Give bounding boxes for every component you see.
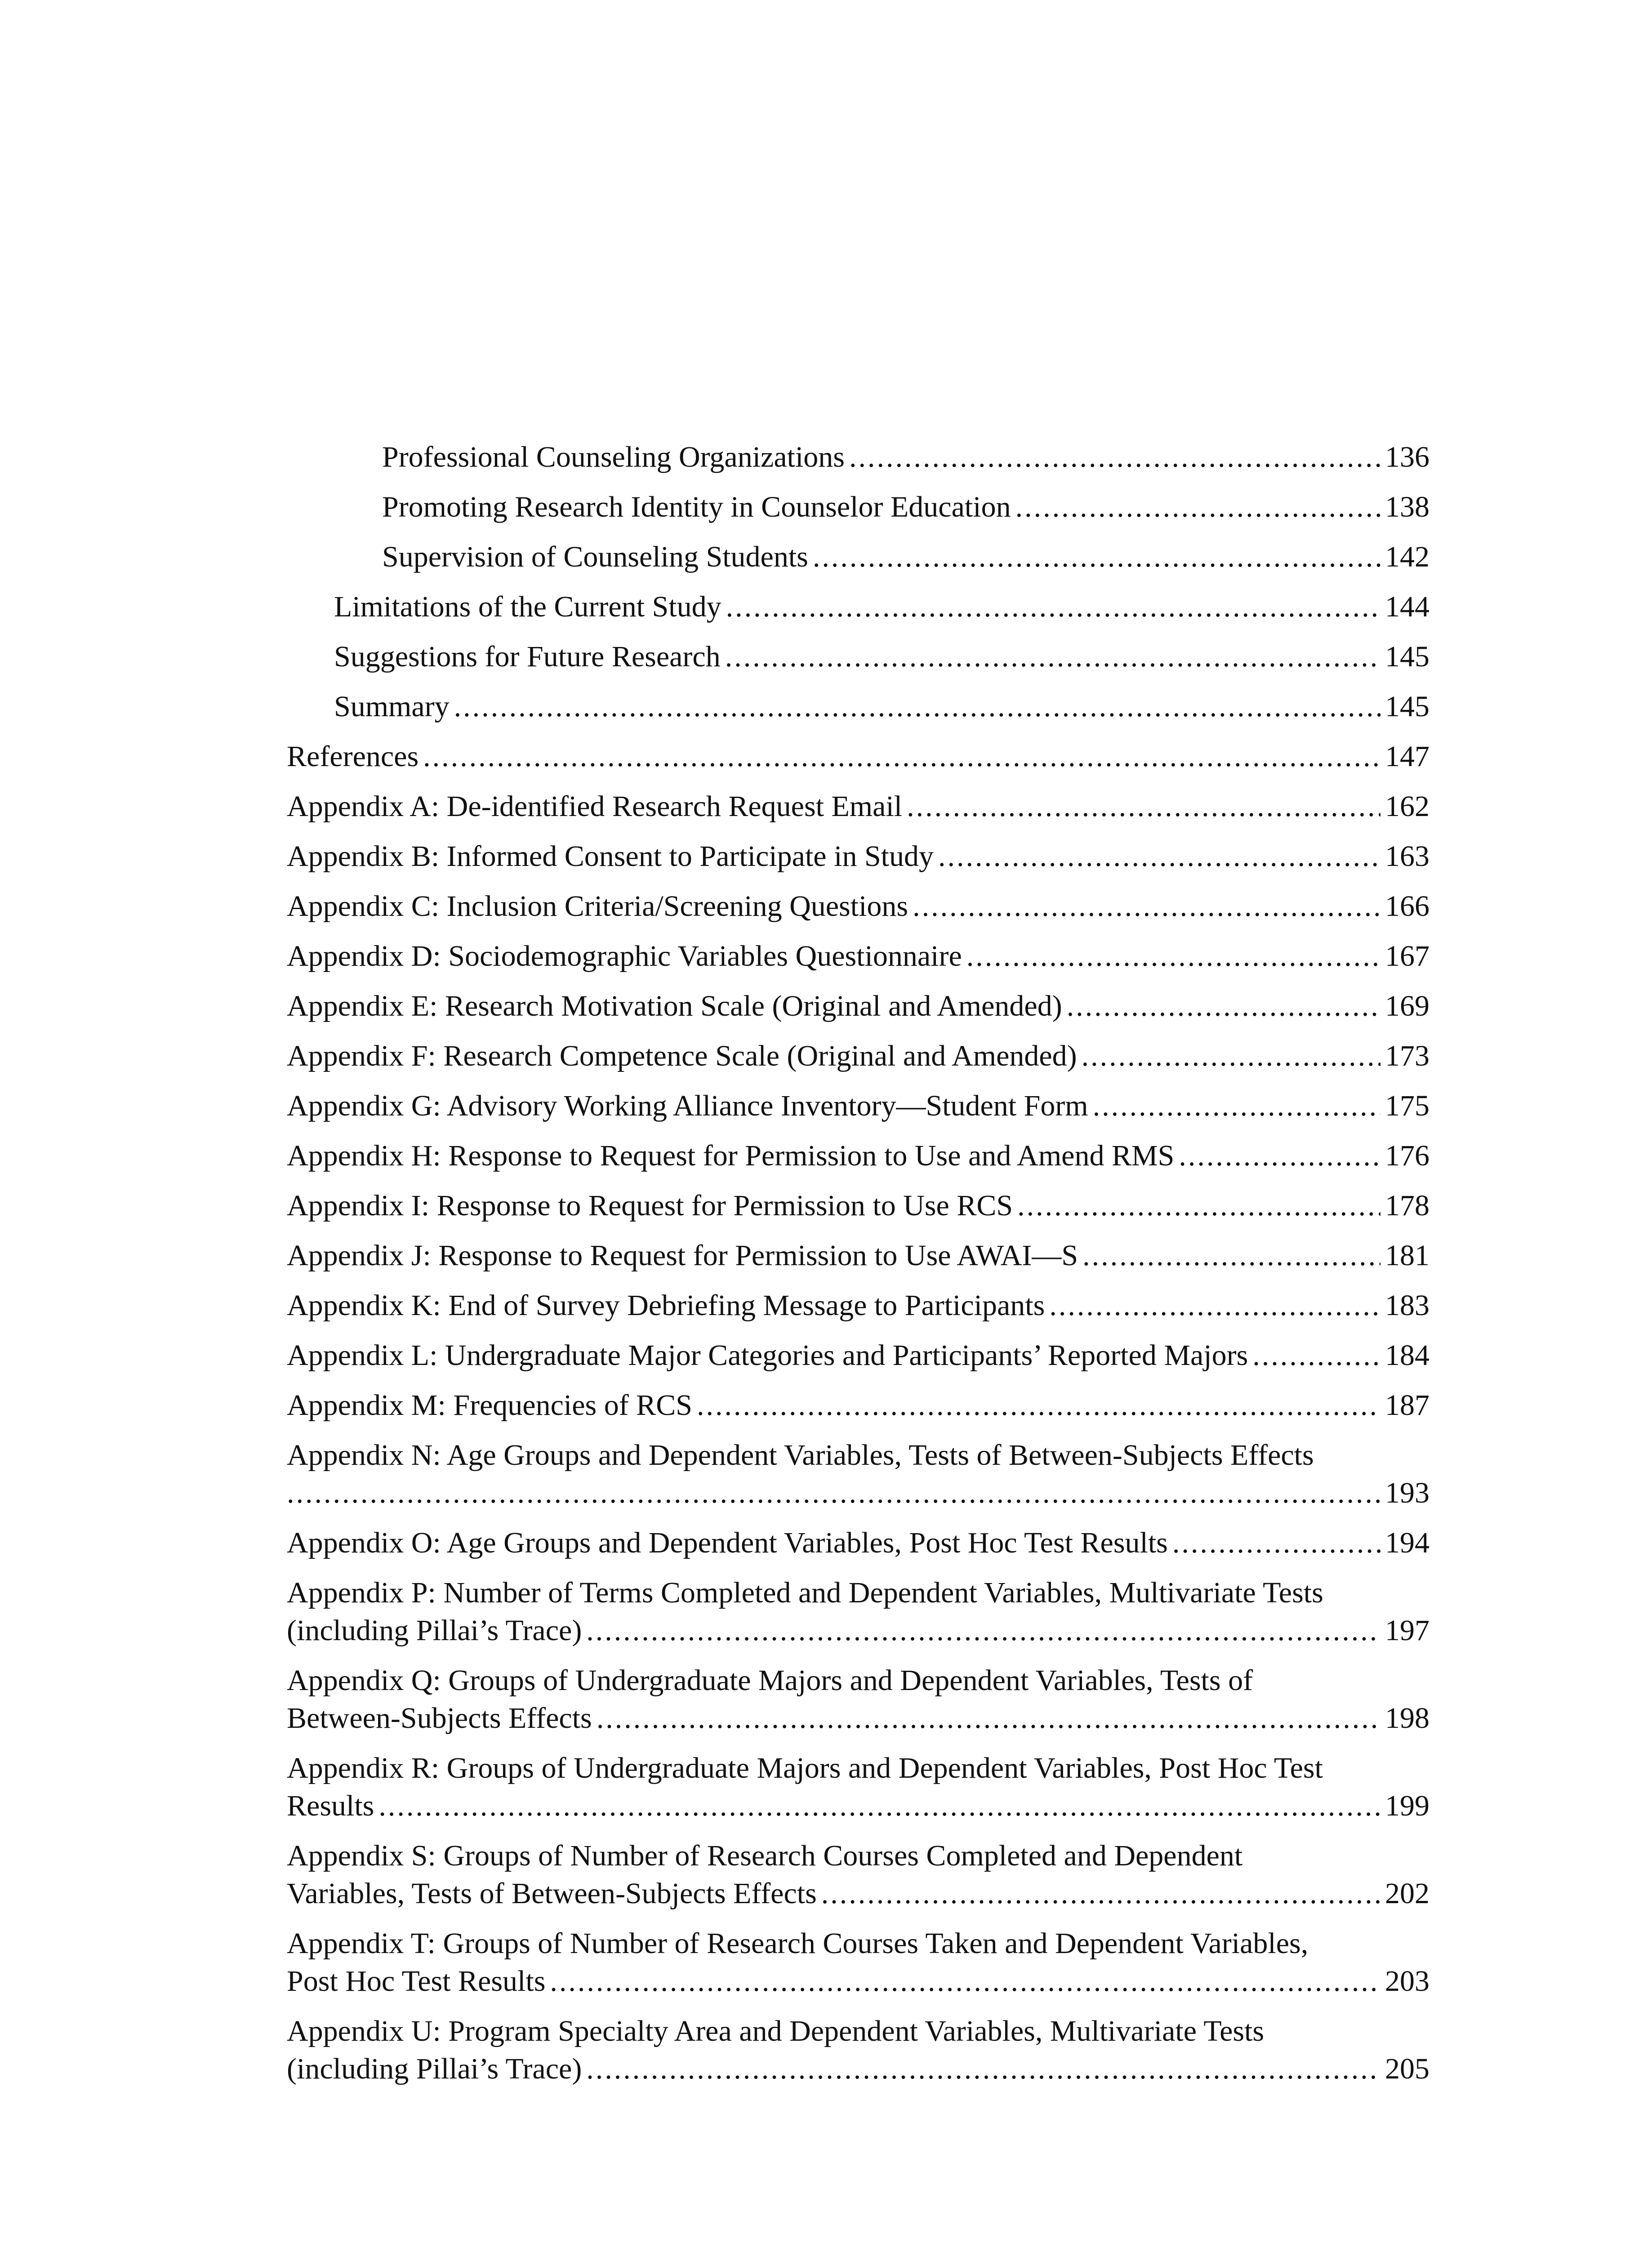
toc-entry-line: [334, 638, 1429, 676]
toc-entry-title: Suggestions for Future Research: [334, 640, 721, 673]
toc-entry-title: Post Hoc Test Results: [287, 1965, 546, 1998]
toc-entry-page-number: 169: [1385, 990, 1429, 1022]
dot-leader: [813, 538, 1380, 576]
toc-entry[interactable]: [287, 1925, 1429, 2000]
toc-entry[interactable]: [287, 1574, 1429, 1650]
dot-leader: [1082, 1237, 1380, 1275]
toc-entry[interactable]: [287, 1237, 1429, 1275]
toc-entry-title: Limitations of the Current Study: [334, 590, 721, 623]
toc-entry-page-number: 142: [1385, 540, 1429, 573]
toc-entry-line: [287, 1612, 1429, 1650]
toc-entry-title: (including Pillai’s Trace): [287, 1614, 582, 1647]
toc-entry-line: [287, 987, 1429, 1025]
toc-entry-title: Summary: [334, 690, 450, 723]
dot-leader: [1049, 1287, 1380, 1325]
toc-entry[interactable]: [287, 1524, 1429, 1562]
toc-entry-title: Appendix O: Age Groups and Dependent Variables, Post Hoc Test Results: [287, 1526, 1168, 1559]
toc-entry-title: (including Pillai’s Trace): [287, 2052, 582, 2085]
toc-entry[interactable]: [287, 1749, 1429, 1825]
toc-entry-line: [382, 538, 1429, 576]
toc-entry-title: Appendix I: Response to Request for Permission to Use RCS: [287, 1189, 1013, 1222]
toc-entry[interactable]: [287, 937, 1429, 975]
toc-entry-title: Between-Subjects Effects: [287, 1702, 592, 1735]
toc-entry[interactable]: [287, 1037, 1429, 1075]
toc-entry-line: [287, 1037, 1429, 1075]
toc-entry[interactable]: [287, 1662, 1429, 1737]
toc-entry[interactable]: [287, 438, 1429, 476]
toc-entry-title: Appendix H: Response to Request for Permission to Use and Amend RMS: [287, 1139, 1175, 1172]
toc-entry-page-number: 178: [1385, 1189, 1429, 1222]
dot-leader: [913, 888, 1380, 925]
toc-entry-title: References: [287, 740, 419, 773]
toc-entry-line: [334, 588, 1429, 626]
toc-entry-line: [287, 2050, 1429, 2088]
toc-entry-line: [287, 1337, 1429, 1374]
toc-entry-page-number: 203: [1385, 1965, 1429, 1998]
toc-entry-page-number: 136: [1385, 441, 1429, 473]
toc-entry-title: Appendix J: Response to Request for Permission to Use AWAI—S: [287, 1239, 1078, 1272]
dot-leader: [378, 1787, 1380, 1825]
dot-leader: [849, 438, 1380, 476]
dot-leader: [1172, 1524, 1380, 1562]
toc-entry-page-number: 205: [1385, 2052, 1429, 2085]
toc-entry-page-number: 198: [1385, 1702, 1429, 1735]
toc-entry-line: [287, 1287, 1429, 1325]
toc-entry-title: Appendix E: Research Motivation Scale (Original and Amended): [287, 990, 1062, 1022]
toc-entry-title-line: Appendix P: Number of Terms Completed and Dependent Variables, Multivariate Tests: [287, 1576, 1323, 1609]
toc-entry[interactable]: [287, 538, 1429, 576]
toc-entry-page-number: 144: [1385, 590, 1429, 623]
toc-entry[interactable]: [287, 688, 1429, 726]
toc-entry[interactable]: [287, 1436, 1429, 1512]
toc-entry-line: [287, 1787, 1429, 1825]
toc-entry-line: [287, 888, 1429, 925]
toc-entry-page-number: 147: [1385, 740, 1429, 773]
toc-entry[interactable]: [287, 1337, 1429, 1374]
toc-entry[interactable]: [287, 1837, 1429, 1913]
toc-entry-title: Appendix K: End of Survey Debriefing Message to Participants: [287, 1289, 1045, 1322]
toc-entry-line: [287, 1875, 1429, 1913]
toc-entry-line: [334, 688, 1429, 726]
dot-leader: [287, 1474, 1380, 1512]
toc-entry-title: Appendix B: Informed Consent to Participate in Study: [287, 840, 934, 873]
toc-entry[interactable]: [287, 1287, 1429, 1325]
toc-entry[interactable]: [287, 2012, 1429, 2088]
toc-entry-title-line: Appendix U: Program Specialty Area and Dependent Variables, Multivariate Tests: [287, 2015, 1265, 2047]
toc-entry[interactable]: [287, 888, 1429, 925]
toc-entry-page-number: 166: [1385, 890, 1429, 923]
toc-entry-title: Appendix C: Inclusion Criteria/Screening Questions: [287, 890, 908, 923]
dot-leader: [726, 588, 1380, 626]
toc-entry-title: Promoting Research Identity in Counselor Education: [382, 491, 1011, 523]
toc-entry-page-number: 176: [1385, 1139, 1429, 1172]
toc-entry-title-line: Appendix S: Groups of Number of Research Courses Completed and Dependent: [287, 1839, 1243, 1872]
toc-entry-line: [287, 1237, 1429, 1275]
dot-leader: [1093, 1087, 1380, 1125]
dot-leader: [938, 838, 1380, 875]
toc-entry-line: [382, 488, 1429, 526]
toc-entry-page-number: 167: [1385, 940, 1429, 972]
toc-entry-page-number: 162: [1385, 790, 1429, 823]
toc-entry-title: Appendix A: De-identified Research Request Email: [287, 790, 903, 823]
toc-entry-title: Variables, Tests of Between-Subjects Effects: [287, 1877, 817, 1910]
toc-entry-line: [287, 738, 1429, 776]
toc-entry-title-line: Appendix Q: Groups of Undergraduate Majors and Dependent Variables, Tests of: [287, 1664, 1253, 1697]
toc-entry-title-line: Appendix T: Groups of Number of Research Courses Taken and Dependent Variables,: [287, 1927, 1309, 1960]
dot-leader: [697, 1387, 1380, 1424]
toc-entry[interactable]: [287, 987, 1429, 1025]
toc-entry-page-number: 145: [1385, 640, 1429, 673]
toc-entry[interactable]: [287, 738, 1429, 776]
dot-leader: [1252, 1337, 1380, 1374]
toc-entry-line: [287, 937, 1429, 975]
toc-entry-line: [287, 1474, 1429, 1512]
dot-leader: [1179, 1137, 1380, 1175]
toc-entry-page-number: 187: [1385, 1389, 1429, 1422]
toc-entry-title: Appendix M: Frequencies of RCS: [287, 1389, 692, 1422]
dot-leader: [586, 2050, 1380, 2088]
table-of-contents: [287, 438, 1429, 2100]
toc-entry-title: Appendix F: Research Competence Scale (Original and Amended): [287, 1039, 1077, 1072]
toc-entry[interactable]: [287, 588, 1429, 626]
toc-entry-page-number: 199: [1385, 1789, 1429, 1822]
dot-leader: [966, 937, 1380, 975]
toc-entry-page-number: 194: [1385, 1526, 1429, 1559]
dot-leader: [907, 788, 1380, 825]
toc-entry-line: [287, 1524, 1429, 1562]
dot-leader: [725, 638, 1380, 676]
toc-entry-title: Appendix L: Undergraduate Major Categories and Participants’ Reported Majors: [287, 1339, 1248, 1372]
toc-entry-title: Professional Counseling Organizations: [382, 441, 845, 473]
toc-entry-page-number: 183: [1385, 1289, 1429, 1322]
toc-entry-page-number: 197: [1385, 1614, 1429, 1647]
dot-leader: [586, 1612, 1380, 1650]
toc-entry[interactable]: [287, 1087, 1429, 1125]
toc-entry-title: Supervision of Counseling Students: [382, 540, 808, 573]
dot-leader: [1017, 1187, 1380, 1225]
toc-entry-line: [287, 788, 1429, 825]
toc-entry-page-number: 202: [1385, 1877, 1429, 1910]
toc-entry-page-number: 138: [1385, 491, 1429, 523]
toc-entry[interactable]: [287, 1187, 1429, 1225]
toc-entry-line: [287, 1137, 1429, 1175]
toc-entry-title: Appendix G: Advisory Working Alliance Inventory—Student Form: [287, 1089, 1088, 1122]
toc-entry-title: Results: [287, 1789, 374, 1822]
toc-entry[interactable]: [287, 1387, 1429, 1424]
toc-entry[interactable]: [287, 1137, 1429, 1175]
toc-entry-line: [382, 438, 1429, 476]
toc-entry-line: [287, 1963, 1429, 2000]
toc-entry-page-number: 173: [1385, 1039, 1429, 1072]
toc-entry-page-number: 163: [1385, 840, 1429, 873]
toc-entry-page-number: 145: [1385, 690, 1429, 723]
toc-entry[interactable]: [287, 638, 1429, 676]
toc-entry-title: Appendix D: Sociodemographic Variables Questionnaire: [287, 940, 962, 972]
toc-entry-page-number: 193: [1385, 1476, 1429, 1509]
toc-entry-line: [287, 1187, 1429, 1225]
toc-entry-title-line: Appendix N: Age Groups and Dependent Variables, Tests of Between-Subjects Effects: [287, 1439, 1314, 1472]
toc-entry[interactable]: [287, 838, 1429, 875]
dot-leader: [423, 738, 1380, 776]
toc-entry-page-number: 181: [1385, 1239, 1429, 1272]
dot-leader: [1082, 1037, 1380, 1075]
dot-leader: [454, 688, 1380, 726]
toc-entry-line: [287, 838, 1429, 875]
toc-entry-page-number: 184: [1385, 1339, 1429, 1372]
dot-leader: [1015, 488, 1380, 526]
toc-entry-title-line: Appendix R: Groups of Undergraduate Majors and Dependent Variables, Post Hoc Test: [287, 1752, 1323, 1784]
toc-entry-page-number: 175: [1385, 1089, 1429, 1122]
toc-entry[interactable]: [287, 788, 1429, 825]
toc-entry-line: [287, 1699, 1429, 1737]
toc-entry-line: [287, 1387, 1429, 1424]
toc-entry-line: [287, 1087, 1429, 1125]
dot-leader: [821, 1875, 1380, 1913]
dot-leader: [597, 1699, 1380, 1737]
dot-leader: [550, 1963, 1380, 2000]
toc-entry[interactable]: [287, 488, 1429, 526]
dot-leader: [1067, 987, 1380, 1025]
